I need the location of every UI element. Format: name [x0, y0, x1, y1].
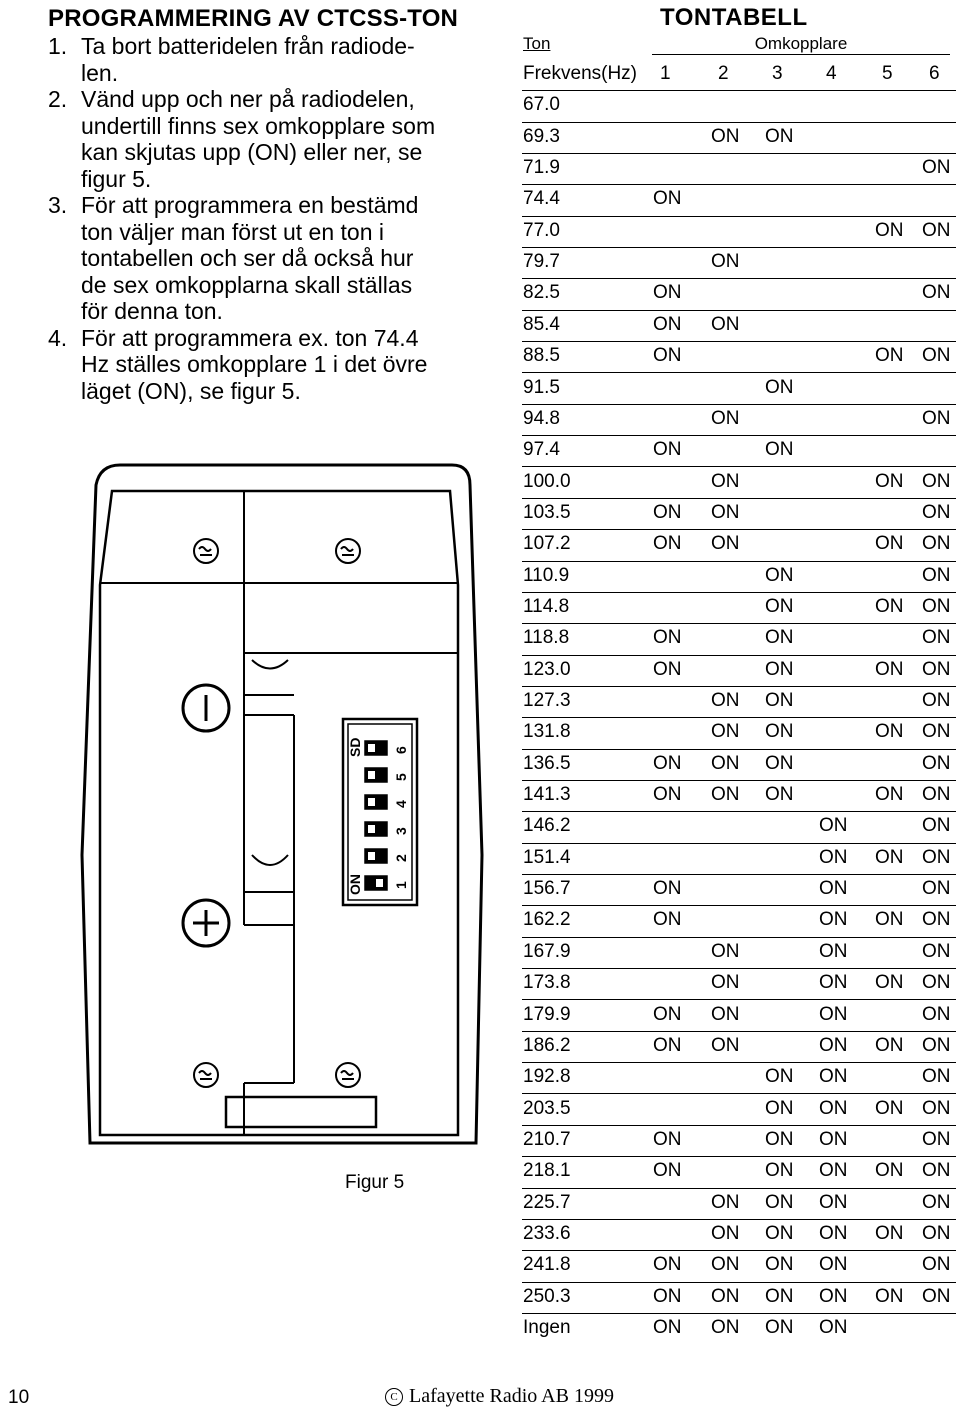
cell-switch-on: ON — [922, 470, 951, 492]
cell-frequency: 167.9 — [523, 940, 571, 962]
cell-frequency: 114.8 — [523, 595, 570, 617]
column-header-ton: Ton — [523, 34, 551, 53]
cell-switch-on: ON — [922, 1034, 951, 1056]
instruction-steps — [48, 33, 488, 404]
cell-frequency: 186.2 — [523, 1034, 571, 1056]
cell-switch-on: ON — [922, 909, 951, 931]
cell-switch-on: ON — [875, 533, 904, 555]
cell-frequency: 141.3 — [523, 784, 571, 806]
cell-switch-on: ON — [765, 125, 794, 147]
cell-switch-on: ON — [819, 1254, 848, 1276]
step-text: Vänd upp och ner på radiodelen, undertill finns sex omkopplare som kan skjutas upp (ON) eller ner, se figur 5. — [81, 86, 436, 192]
table-row — [522, 529, 956, 561]
table-row — [522, 90, 956, 122]
table-row — [522, 216, 956, 248]
cell-switch-on: ON — [819, 815, 848, 837]
cell-switch-on: ON — [922, 533, 951, 555]
cell-switch-on: ON — [653, 752, 682, 774]
cell-switch-on: ON — [653, 1128, 682, 1150]
cell-frequency: 203.5 — [523, 1097, 571, 1119]
cell-switch-on: ON — [875, 1034, 904, 1056]
cell-frequency: 85.4 — [523, 313, 560, 335]
table-row — [522, 435, 956, 467]
screw-icon — [336, 539, 360, 563]
cell-frequency: 88.5 — [523, 345, 560, 367]
cell-switch-on: ON — [765, 690, 794, 711]
table-row — [522, 811, 956, 843]
table-row — [522, 905, 956, 937]
cell-frequency: 136.5 — [523, 752, 571, 774]
table-row — [522, 122, 956, 154]
cell-switch-on: ON — [922, 407, 951, 429]
cell-frequency: 110.9 — [523, 564, 570, 586]
table-row — [522, 874, 956, 906]
cell-switch-on: ON — [875, 784, 904, 806]
cell-switch-on: ON — [922, 658, 951, 680]
table-row — [522, 1219, 956, 1251]
subheader-switch-number: 3 — [772, 63, 783, 84]
cell-switch-on: ON — [653, 1160, 682, 1182]
cell-switch-on: ON — [711, 313, 740, 335]
cell-switch-on: ON — [653, 533, 682, 555]
table-row — [522, 310, 956, 342]
cell-switch-on: ON — [875, 1222, 904, 1244]
table-row — [522, 184, 956, 216]
cell-frequency: 233.6 — [523, 1222, 571, 1244]
cell-frequency: 218.1 — [523, 1160, 571, 1182]
switch-label: 3 — [393, 827, 409, 835]
cell-switch-on: ON — [922, 1066, 951, 1088]
cell-switch-on: ON — [922, 219, 951, 241]
cell-switch-on: ON — [711, 1191, 740, 1213]
table-row — [522, 843, 956, 875]
cell-switch-on: ON — [711, 972, 740, 994]
cell-switch-on: ON — [765, 627, 794, 649]
table-row — [522, 373, 956, 405]
table-row — [522, 153, 956, 185]
cell-switch-on: ON — [711, 407, 740, 429]
cell-switch-on: ON — [922, 1222, 951, 1244]
cell-switch-on: ON — [819, 1066, 848, 1088]
cell-frequency: 79.7 — [523, 251, 560, 273]
table-row — [522, 498, 956, 530]
table-row — [522, 467, 956, 499]
cell-frequency: 210.7 — [523, 1128, 571, 1150]
cell-switch-on: ON — [819, 1317, 848, 1338]
cell-switch-on: ON — [765, 1191, 794, 1213]
cell-switch-on: ON — [765, 1254, 794, 1276]
cell-frequency: 156.7 — [523, 878, 571, 900]
cell-switch-on: ON — [765, 752, 794, 774]
table-row — [522, 1031, 956, 1063]
cell-switch-on: ON — [875, 470, 904, 492]
cell-switch-on: ON — [765, 1066, 794, 1088]
cell-switch-on: ON — [922, 1128, 951, 1150]
cell-switch-on: ON — [922, 1097, 951, 1119]
table-row — [522, 592, 956, 624]
cell-switch-on: ON — [653, 313, 682, 335]
cell-switch-on: ON — [765, 376, 794, 398]
cell-switch-on: ON — [653, 501, 682, 523]
cell-switch-on: ON — [765, 1222, 794, 1244]
cell-switch-on: ON — [711, 1285, 740, 1307]
cell-frequency: 97.4 — [523, 439, 560, 461]
cell-switch-on: ON — [711, 1254, 740, 1276]
cell-switch-on: ON — [653, 658, 682, 680]
cell-switch-on: ON — [875, 219, 904, 241]
instruction-step — [48, 325, 488, 405]
switch-label: 4 — [393, 800, 409, 808]
cell-switch-on: ON — [765, 595, 794, 617]
switch-label: 2 — [393, 854, 409, 862]
table-row — [522, 1000, 956, 1032]
cell-switch-on: ON — [922, 1191, 951, 1213]
cell-switch-on: ON — [922, 345, 951, 367]
cell-switch-on: ON — [819, 1285, 848, 1307]
cell-switch-on: ON — [922, 1160, 951, 1182]
copyright-footer — [385, 1385, 614, 1408]
cell-switch-on: ON — [711, 752, 740, 774]
step-text: För att programmera en bestämd ton väljer man först ut en ton i tontabellen och ser då också hur de sex omkopplarna skall ställas för denna ton. — [81, 192, 419, 324]
cell-frequency: 69.3 — [523, 125, 560, 147]
step-number: 1. — [48, 33, 68, 59]
cell-switch-on: ON — [653, 345, 682, 367]
cell-switch-on: ON — [922, 157, 951, 179]
cell-switch-on: ON — [922, 846, 951, 868]
cell-switch-on: ON — [653, 1034, 682, 1056]
table-title: TONTABELL — [660, 4, 808, 31]
figure-caption: Figur 5 — [345, 1172, 405, 1193]
step-number: 3. — [48, 192, 68, 218]
cell-switch-on: ON — [875, 1285, 904, 1307]
minus-terminal-icon — [183, 685, 229, 731]
section-heading: PROGRAMMERING AV CTCSS-TON — [48, 5, 459, 32]
cell-switch-on: ON — [922, 940, 951, 962]
cell-switch-on: ON — [765, 1317, 794, 1338]
cell-switch-on: ON — [711, 501, 740, 523]
cell-switch-on: ON — [819, 940, 848, 962]
table-row — [522, 1062, 956, 1094]
cell-switch-on: ON — [711, 1034, 740, 1056]
subheader-switch-number: 2 — [718, 63, 729, 84]
switch-label: 1 — [393, 881, 409, 889]
cell-switch-on: ON — [922, 1254, 951, 1276]
switch-label: 6 — [393, 746, 409, 754]
table-row — [522, 1188, 956, 1220]
table-row — [522, 623, 956, 655]
subheader-switch-number: 4 — [826, 63, 837, 84]
screw-icon — [194, 1063, 218, 1087]
cell-switch-on: ON — [653, 188, 682, 210]
cell-frequency: 179.9 — [523, 1003, 571, 1025]
subheader-switch-number: 5 — [882, 63, 893, 84]
cell-frequency: 146.2 — [523, 815, 571, 837]
cell-switch-on: ON — [819, 1034, 848, 1056]
cell-frequency: 127.3 — [523, 690, 571, 711]
cell-switch-on: ON — [653, 627, 682, 649]
cell-switch-on: ON — [819, 972, 848, 994]
radio-underside-figure — [80, 455, 490, 1160]
cell-frequency: 173.8 — [523, 972, 571, 994]
table-row — [522, 1250, 956, 1282]
cell-frequency: 107.2 — [523, 533, 571, 555]
cell-switch-on: ON — [922, 564, 951, 586]
cell-frequency: 250.3 — [523, 1285, 571, 1307]
table-row — [522, 686, 956, 718]
cell-frequency: 118.8 — [523, 627, 570, 649]
cell-switch-on: ON — [819, 1191, 848, 1213]
cell-switch-on: ON — [711, 1222, 740, 1244]
cell-switch-on: ON — [653, 439, 682, 461]
table-row — [522, 749, 956, 781]
cell-switch-on: ON — [711, 940, 740, 962]
cell-switch-on: ON — [765, 721, 794, 743]
instruction-step — [48, 192, 488, 325]
cell-switch-on: ON — [922, 815, 951, 837]
cell-switch-on: ON — [819, 1128, 848, 1150]
subheader-switch-number: 1 — [660, 63, 671, 84]
cell-switch-on: ON — [765, 658, 794, 680]
cell-switch-on: ON — [711, 1317, 740, 1338]
cell-switch-on: ON — [819, 909, 848, 931]
cell-switch-on: ON — [711, 251, 740, 273]
cell-frequency: 123.0 — [523, 658, 571, 680]
cell-switch-on: ON — [711, 721, 740, 743]
cell-frequency: 71.9 — [523, 157, 560, 179]
cell-switch-on: ON — [819, 1160, 848, 1182]
cell-switch-on: ON — [875, 1097, 904, 1119]
cell-switch-on: ON — [819, 1003, 848, 1025]
cell-switch-on: ON — [875, 972, 904, 994]
cell-frequency: 82.5 — [523, 282, 560, 304]
cell-switch-on: ON — [653, 1317, 682, 1338]
cell-frequency: 151.4 — [523, 846, 571, 868]
page-number: 10 — [8, 1387, 30, 1408]
cell-switch-on: ON — [922, 501, 951, 523]
cell-switch-on: ON — [765, 784, 794, 806]
cell-switch-on: ON — [922, 690, 951, 711]
step-number: 4. — [48, 324, 68, 351]
step-number: 2. — [48, 86, 68, 112]
cell-frequency: 100.0 — [523, 470, 571, 492]
cell-frequency: 162.2 — [523, 909, 571, 931]
table-row — [522, 1313, 956, 1344]
copyright-icon: C — [385, 1388, 403, 1406]
cell-switch-on: ON — [875, 595, 904, 617]
screw-icon — [194, 539, 218, 563]
table-row — [522, 247, 956, 279]
table-row — [522, 1156, 956, 1188]
table-row — [522, 780, 956, 812]
screw-icon — [336, 1063, 360, 1087]
cell-frequency: Ingen — [523, 1317, 571, 1338]
cell-switch-on: ON — [653, 878, 682, 900]
cell-frequency: 77.0 — [523, 219, 560, 241]
cell-switch-on: ON — [765, 1285, 794, 1307]
step-text: För att programmera ex. ton 74.4 Hz ställes omkopplare 1 i det övre läget (ON), se figur 5. — [81, 324, 428, 404]
cell-switch-on: ON — [653, 1285, 682, 1307]
cell-switch-on: ON — [711, 533, 740, 555]
cell-frequency: 225.7 — [523, 1191, 571, 1213]
table-row — [522, 1094, 956, 1126]
cell-switch-on: ON — [875, 846, 904, 868]
cell-frequency: 94.8 — [523, 407, 560, 429]
cell-switch-on: ON — [922, 595, 951, 617]
cell-switch-on: ON — [765, 439, 794, 461]
cell-switch-on: ON — [922, 282, 951, 304]
subheader-switch-number: 6 — [929, 63, 940, 84]
cell-frequency: 91.5 — [523, 376, 560, 398]
cell-switch-on: ON — [922, 752, 951, 774]
cell-switch-on: ON — [819, 878, 848, 900]
step-text: Ta bort batteridelen från radiode- len. — [81, 33, 415, 86]
cell-switch-on: ON — [922, 972, 951, 994]
cell-frequency: 241.8 — [523, 1254, 571, 1276]
instruction-step — [48, 33, 488, 86]
cell-switch-on: ON — [922, 1003, 951, 1025]
cell-switch-on: ON — [819, 846, 848, 868]
cell-switch-on: ON — [653, 784, 682, 806]
cell-switch-on: ON — [653, 282, 682, 304]
cell-frequency: 103.5 — [523, 501, 571, 523]
cell-frequency: 74.4 — [523, 188, 560, 210]
cell-switch-on: ON — [922, 721, 951, 743]
cell-switch-on: ON — [922, 878, 951, 900]
cell-switch-on: ON — [711, 470, 740, 492]
instruction-step — [48, 86, 488, 192]
table-row — [522, 968, 956, 1000]
cell-switch-on: ON — [711, 125, 740, 147]
cell-switch-on: ON — [711, 784, 740, 806]
cell-switch-on: ON — [653, 1003, 682, 1025]
switch-label-sd: SD — [347, 737, 363, 757]
cell-frequency: 192.8 — [523, 1066, 571, 1088]
column-header-omkopplare: Omkopplare — [652, 34, 950, 55]
cell-switch-on: ON — [765, 1128, 794, 1150]
inner-panel — [100, 491, 458, 1135]
cell-switch-on: ON — [653, 909, 682, 931]
cell-switch-on: ON — [922, 627, 951, 649]
cell-switch-on: ON — [819, 1097, 848, 1119]
cell-switch-on: ON — [711, 690, 740, 711]
table-row — [522, 404, 956, 436]
switch-label: 5 — [393, 773, 409, 781]
table-row — [522, 561, 956, 593]
table-row — [522, 278, 956, 310]
table-row — [522, 341, 956, 373]
cell-switch-on: ON — [765, 1160, 794, 1182]
cell-frequency: 67.0 — [523, 94, 560, 116]
plus-terminal-icon — [183, 900, 229, 946]
table-row — [522, 717, 956, 749]
subheader-frequency: Frekvens(Hz) — [523, 63, 638, 84]
cell-switch-on: ON — [653, 1254, 682, 1276]
cell-switch-on: ON — [875, 909, 904, 931]
table-row — [522, 1125, 956, 1157]
dip-switch-block — [343, 719, 417, 905]
switch-label-on: ON — [347, 874, 363, 895]
table-row — [522, 655, 956, 687]
table-row — [522, 937, 956, 969]
cell-switch-on: ON — [922, 1285, 951, 1307]
cell-switch-on: ON — [819, 1222, 848, 1244]
cell-switch-on: ON — [765, 564, 794, 586]
copyright-text: Lafayette Radio AB 1999 — [409, 1385, 614, 1407]
cell-switch-on: ON — [875, 721, 904, 743]
table-row — [522, 1282, 956, 1314]
housing-outline — [82, 465, 482, 1143]
table-subheader-row — [522, 59, 956, 91]
cell-switch-on: ON — [922, 784, 951, 806]
cell-frequency: 131.8 — [523, 721, 571, 743]
cell-switch-on: ON — [711, 1003, 740, 1025]
cell-switch-on: ON — [875, 345, 904, 367]
cell-switch-on: ON — [875, 658, 904, 680]
cell-switch-on: ON — [765, 1097, 794, 1119]
cell-switch-on: ON — [875, 1160, 904, 1182]
